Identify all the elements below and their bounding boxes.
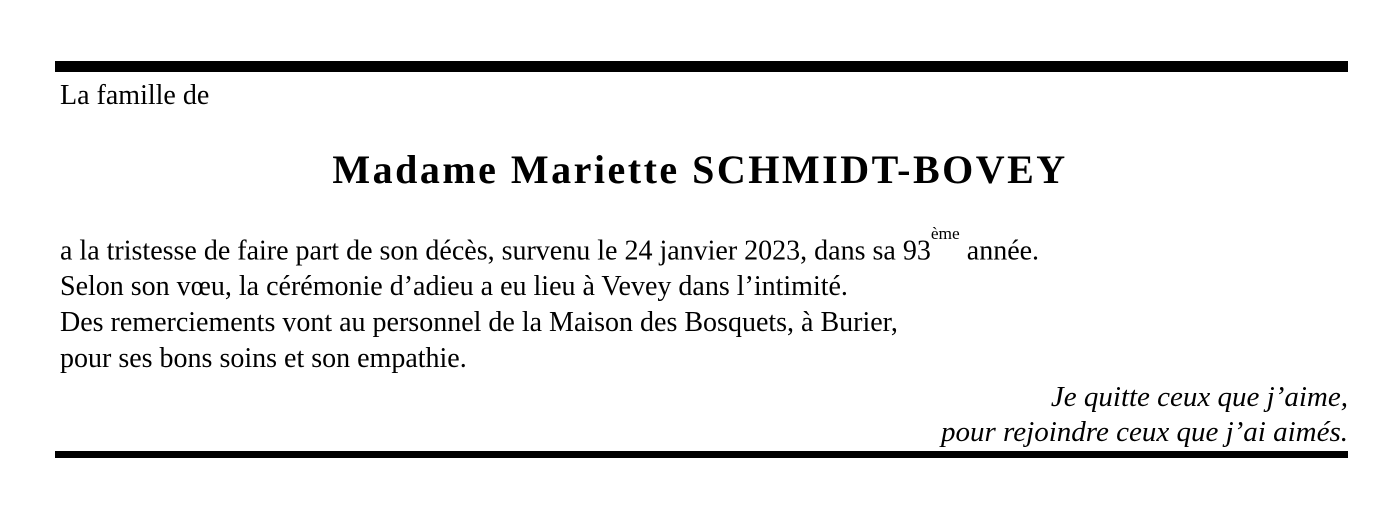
bottom-divider-rule	[55, 451, 1348, 458]
body-line-2: Selon son vœu, la cérémonie d’adieu a eu lieu à Vevey dans l’intimité.	[60, 271, 848, 303]
quote-line-1: Je quitte ceux que j’aime,	[1050, 381, 1348, 413]
intro-text: La famille de	[60, 80, 210, 111]
body-line-4: pour ses bons soins et son empathie.	[60, 343, 467, 375]
body-line-1-text: a la tristesse de faire part de son décès, survenu le 24 janvier 2023, dans sa 93	[60, 235, 931, 267]
deceased-name-title: Madame Mariette SCHMIDT-BOVEY	[332, 147, 1068, 192]
body-line-1	[60, 226, 1039, 269]
ordinal-superscript: ème	[930, 224, 960, 244]
body-line-3: Des remerciements vont au personnel de la Maison des Bosquets, à Burier,	[60, 307, 898, 339]
quote-line-2: pour rejoindre ceux que j’ai aimés.	[941, 416, 1348, 448]
announcement-body	[60, 226, 1039, 377]
top-divider-rule	[55, 61, 1348, 72]
farewell-quote	[941, 380, 1348, 450]
body-line-1-tail: année.	[959, 235, 1040, 267]
